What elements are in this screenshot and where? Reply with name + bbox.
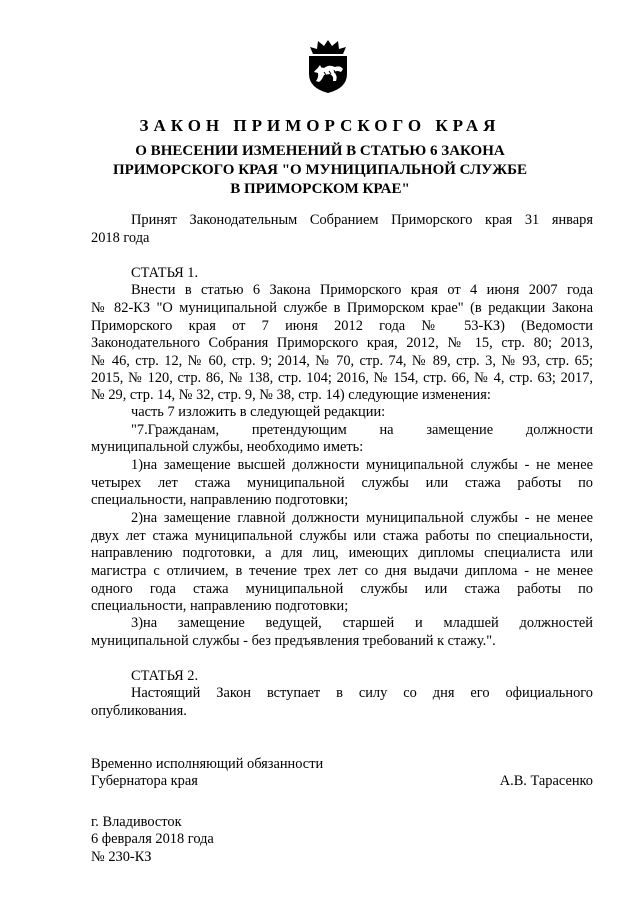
subject-line: ПРИМОРСКОГО КРАЯ "О МУНИЦИПАЛЬНОЙ СЛУЖБЕ [112, 162, 528, 178]
article-1-line: направлению подготовки, а для лиц, имеющих дипломы специалиста или [91, 545, 593, 561]
article-1-line: № 82-КЗ "О муниципальной службе в Приморском крае" (в редакции Закона [91, 300, 593, 316]
law-number: № 230-КЗ [91, 849, 152, 865]
article-1-line: "7.Гражданам, претендующим на замещение должности [131, 422, 593, 438]
coat-of-arms-icon [304, 38, 352, 94]
law-title: ЗАКОН ПРИМОРСКОГО КРАЯ [139, 116, 501, 135]
article-1-line: № 29, стр. 14, № 32, стр. 9, № 38, стр. 14) следующие изменения: [91, 387, 491, 403]
article-1-line: Приморского края от 7 июня 2012 года № 53-КЗ) (Ведомости [91, 318, 593, 334]
signatory-name: А.В. Тарасенко [499, 773, 593, 789]
city: г. Владивосток [91, 814, 182, 830]
article-2-heading: СТАТЬЯ 2. [131, 668, 199, 684]
article-1-line: 1)на замещение высшей должности муниципальной службы - не менее [131, 457, 593, 473]
article-1-line: специальности, направлению подготовки; [91, 492, 349, 508]
article-1-line: Внести в статью 6 Закона Приморского края от 4 июня 2007 года [131, 282, 593, 298]
article-1-line: 2015, № 120, стр. 86, № 138, стр. 104; 2016, № 154, стр. 66, № 4, стр. 63; 2017, [91, 370, 593, 386]
article-1-line: 3)на замещение ведущей, старшей и младшей должностей [131, 615, 593, 631]
article-2-line: опубликования. [91, 703, 187, 719]
article-1-heading: СТАТЬЯ 1. [131, 265, 199, 281]
article-1-line: четырех лет стажа муниципальной службы или стажа работы по [91, 475, 593, 491]
signatory-position: Временно исполняющий обязанности [91, 756, 324, 772]
article-1-line: одного года стажа муниципальной службы или стажа работы по [91, 581, 593, 597]
article-1-line: специальности, направлению подготовки; [91, 598, 349, 614]
law-subject [70, 142, 570, 199]
adopted-line: Принят Законодательным Собранием Приморского края 31 января [131, 212, 593, 228]
article-1-line: магистра с отличием, в течение трех лет со дня выдачи диплома - не менее [91, 563, 593, 579]
article-1-line: № 46, стр. 12, № 60, стр. 9; 2014, № 70, стр. 74, № 89, стр. 3, № 93, стр. 65; [91, 353, 593, 369]
article-1-line: двух лет стажа муниципальной службы или стажа работы по специальности, [91, 528, 593, 544]
article-2-line: Настоящий Закон вступает в силу со дня его официального [131, 685, 593, 701]
article-1-line: часть 7 изложить в следующей редакции: [131, 404, 386, 420]
signatory-position: Губернатора края [91, 773, 198, 789]
adopted-line: 2018 года [91, 230, 150, 246]
article-1-line: 2)на замещение главной должности муниципальной службы - не менее [131, 510, 593, 526]
article-1-line: Законодательного Собрания Приморского края, 2012, № 15, стр. 80; 2013, [91, 335, 593, 351]
article-1-line: муниципальной службы, необходимо иметь: [91, 439, 364, 455]
law-date: 6 февраля 2018 года [91, 831, 214, 847]
article-1-line: муниципальной службы - без предъявления требований к стажу.". [91, 633, 496, 649]
subject-line: О ВНЕСЕНИИ ИЗМЕНЕНИЙ В СТАТЬЮ 6 ЗАКОНА [135, 143, 505, 159]
subject-line: В ПРИМОРСКОМ КРАЕ" [230, 181, 410, 197]
